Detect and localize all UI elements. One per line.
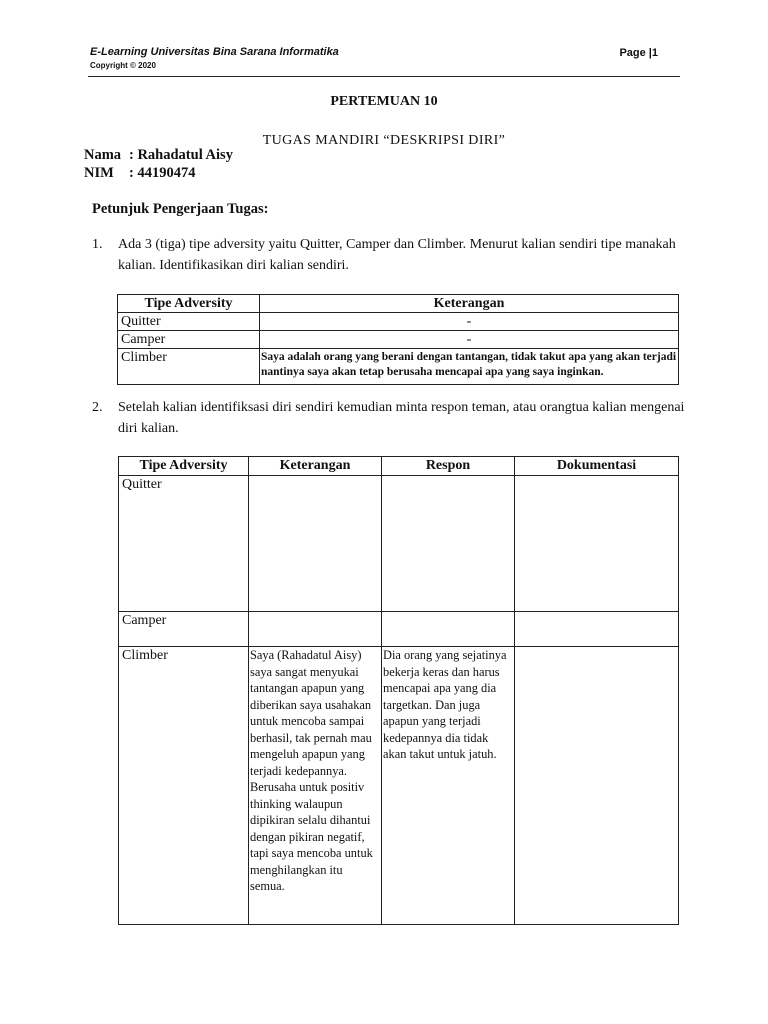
meeting-title: PERTEMUAN 10 (330, 94, 438, 109)
table-cell-note: Saya (Rahadatul Aisy) saya sangat menyukai tantangan apapun yang diberikan saya usahakan untuk mencoba sampai berhasil, tak pernah mau mengeluh apapun yang terjadi kedepannya. Berusaha untuk positiv thinking walaupun dipikiran selalu dihantui dengan pikiran negatif, tapi saya mencoba untuk menghilangkan itu semua. (249, 647, 382, 925)
header-copyright: Copyright © 2020 (90, 61, 156, 70)
table-cell-type: Quitter (118, 313, 260, 331)
table-row (119, 647, 679, 925)
adversity-table (117, 294, 679, 385)
table-cell-note (249, 476, 382, 612)
table-cell-note: - (260, 331, 679, 349)
table-header-response: Respon (382, 457, 515, 476)
table-cell-note: - (260, 313, 679, 331)
nim-line (84, 165, 195, 182)
table-header-type: Tipe Adversity (119, 457, 249, 476)
question-1-number: 1. (92, 237, 103, 252)
table-cell-documentation (515, 476, 679, 612)
name-value: : Rahadatul Aisy (129, 147, 233, 163)
document-header (90, 46, 339, 70)
table-cell-documentation (515, 647, 679, 925)
table-cell-note: Saya adalah orang yang berani dengan tantangan, tidak takut apa yang akan terjadi nantinya saya akan tetap berusaha mencapai apa yang saya inginkan. (260, 349, 679, 385)
header-title: E-Learning Universitas Bina Sarana Informatika (90, 46, 339, 58)
table-cell-type: Climber (118, 349, 260, 385)
name-line (84, 147, 233, 164)
table-header-row (119, 457, 679, 476)
table-header-note: Keterangan (249, 457, 382, 476)
table-cell-response: Dia orang yang sejatinya bekerja keras dan harus mencapai apa yang dia targetkan. Dan juga apapun yang terjadi kedepannya dia tidak akan takut untuk jatuh. (382, 647, 515, 925)
question-2-text: Setelah kalian identifiksasi diri sendiri kemudian minta respon teman, atau orangtua kalian mengenai diri kalian. (118, 400, 685, 436)
instruction-heading: Petunjuk Pengerjaan Tugas: (92, 201, 269, 217)
table-cell-documentation (515, 612, 679, 647)
table-cell-response (382, 476, 515, 612)
table-row (119, 612, 679, 647)
task-title: TUGAS MANDIRI “DESKRIPSI DIRI” (262, 133, 506, 148)
table-cell-response (382, 612, 515, 647)
page-number: Page |1 (619, 47, 658, 59)
table-header-type: Tipe Adversity (118, 295, 260, 313)
table-cell-type: Camper (118, 331, 260, 349)
question-2-number: 2. (92, 400, 103, 415)
nim-label: NIM (84, 165, 114, 181)
question-1-text: Ada 3 (tiga) tipe adversity yaitu Quitter, Camper dan Climber. Menurut kalian sendiri tipe manakah kalian. Identifikasikan diri kalian sendiri. (118, 237, 676, 273)
header-divider (88, 76, 680, 77)
table-cell-type: Climber (119, 647, 249, 925)
table-row (118, 313, 679, 331)
response-table (118, 456, 679, 925)
table-cell-note (249, 612, 382, 647)
table-header-note: Keterangan (260, 295, 679, 313)
table-header-row (118, 295, 679, 313)
table-header-documentation: Dokumentasi (515, 457, 679, 476)
table-row (118, 331, 679, 349)
name-label: Nama (84, 147, 122, 163)
table-cell-type: Quitter (119, 476, 249, 612)
nim-value: : 44190474 (129, 165, 196, 181)
table-row (118, 349, 679, 385)
table-row (119, 476, 679, 612)
table-cell-type: Camper (119, 612, 249, 647)
